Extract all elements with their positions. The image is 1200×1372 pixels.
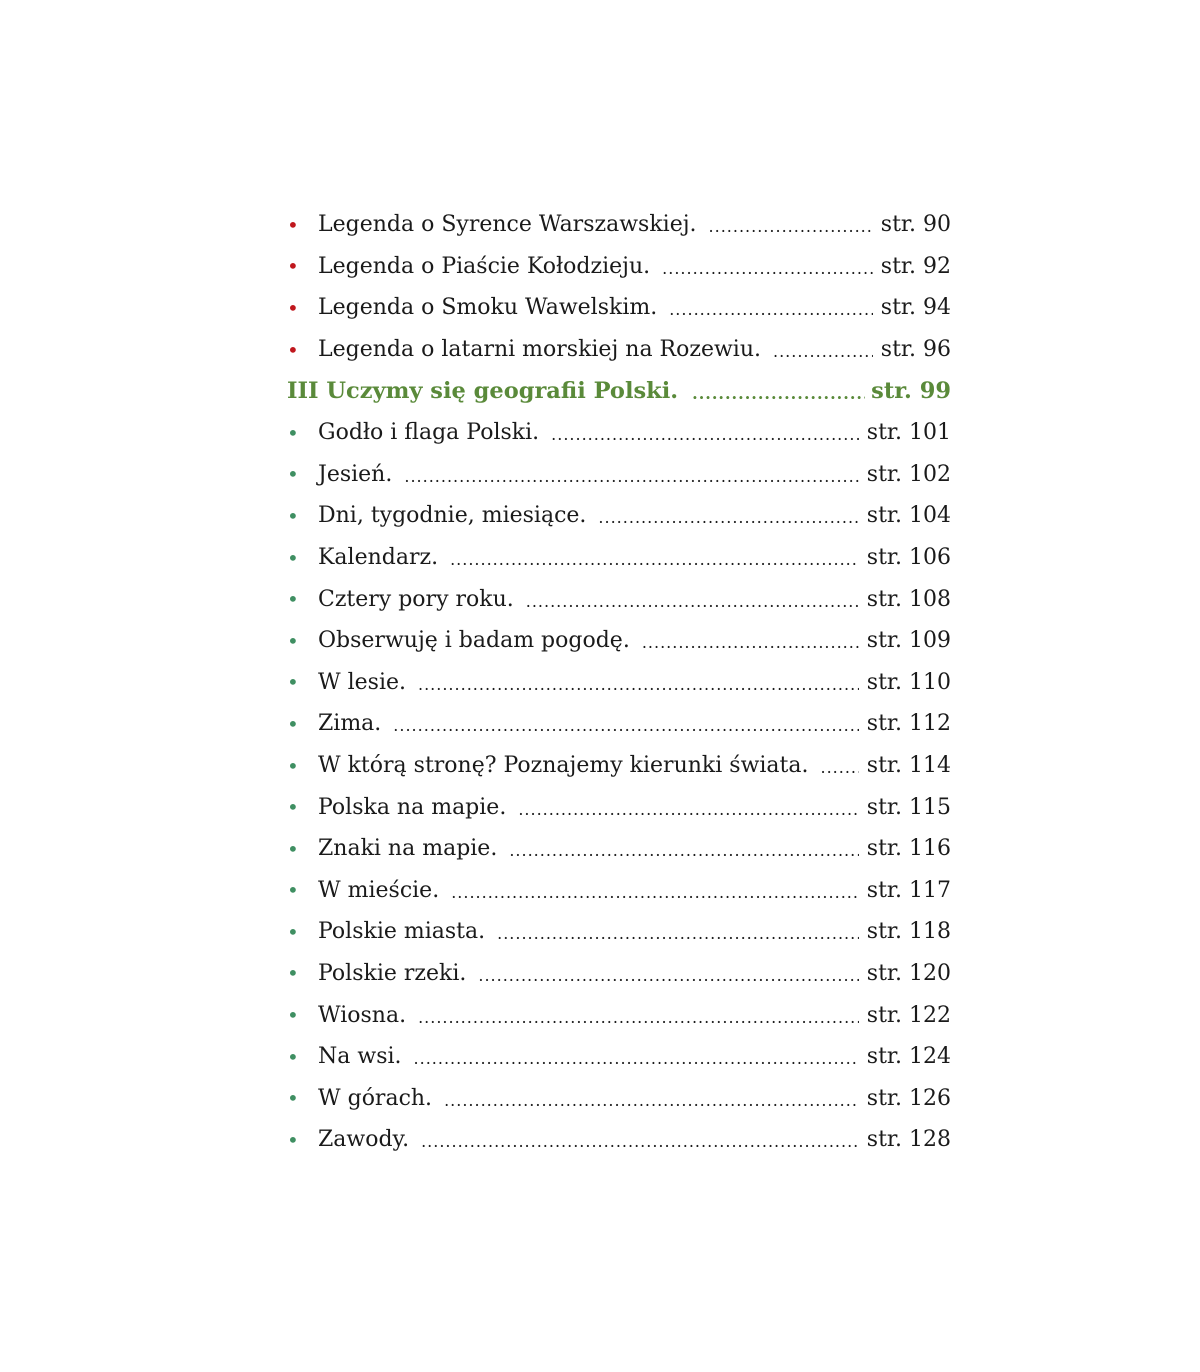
dot-leader xyxy=(497,924,859,943)
toc-entry xyxy=(287,870,951,912)
entry-title: Dni, tygodnie, miesiące. xyxy=(318,503,587,529)
bullet-icon: • xyxy=(287,836,299,861)
bullet-icon: • xyxy=(287,670,299,695)
toc-entry xyxy=(287,287,951,329)
section-page: str. 99 xyxy=(871,378,951,405)
entry-title: Zima. xyxy=(318,711,382,737)
toc-entry xyxy=(287,703,951,745)
entry-title: W mieście. xyxy=(318,877,440,903)
bullet-icon: • xyxy=(287,1044,299,1069)
entry-title: W górach. xyxy=(318,1085,433,1111)
section-title: III Uczymy się geografii Polski. xyxy=(287,378,679,405)
bullet-icon: • xyxy=(287,919,299,944)
entry-page: str. 122 xyxy=(866,1002,951,1028)
entry-page: str. 94 xyxy=(880,295,951,321)
dot-leader xyxy=(821,758,859,777)
entry-title: Znaki na mapie. xyxy=(318,836,498,862)
entry-page: str. 109 xyxy=(866,628,951,654)
bullet-icon: • xyxy=(287,295,299,320)
dot-leader xyxy=(418,1008,859,1027)
dot-leader xyxy=(509,841,858,860)
toc-entry xyxy=(287,911,951,953)
toc-entry xyxy=(287,246,951,288)
entry-page: str. 126 xyxy=(866,1085,951,1111)
dot-leader xyxy=(551,425,859,444)
entry-title: Legenda o Smoku Wawelskim. xyxy=(318,295,658,321)
dot-leader xyxy=(478,966,858,985)
bullet-icon: • xyxy=(287,628,299,653)
entry-title: Legenda o Syrence Warszawskiej. xyxy=(318,212,697,238)
dot-leader xyxy=(444,1091,859,1110)
dot-leader xyxy=(662,259,873,278)
dot-leader xyxy=(450,550,859,569)
bullet-icon: • xyxy=(287,254,299,279)
toc-entry xyxy=(287,662,951,704)
entry-title: Wiosna. xyxy=(318,1002,407,1028)
entry-title: Polska na mapie. xyxy=(318,794,507,820)
entry-page: str. 92 xyxy=(880,253,951,279)
dot-leader xyxy=(526,592,859,611)
dot-leader xyxy=(692,384,865,403)
entry-page: str. 112 xyxy=(866,711,951,737)
bullet-icon: • xyxy=(287,545,299,570)
entry-title: Legenda o Piaście Kołodzieju. xyxy=(318,253,651,279)
entry-title: Obserwuję i badam pogodę. xyxy=(318,628,630,654)
toc-entry xyxy=(287,495,951,537)
entry-title: Polskie miasta. xyxy=(318,919,486,945)
bullet-icon: • xyxy=(287,503,299,528)
entry-title: Kalendarz. xyxy=(318,545,439,571)
entry-page: str. 110 xyxy=(866,669,951,695)
dot-leader xyxy=(518,800,858,819)
toc-entry xyxy=(287,994,951,1036)
toc-entry xyxy=(287,412,951,454)
entry-page: str. 96 xyxy=(880,337,951,363)
entry-page: str. 118 xyxy=(866,919,951,945)
toc-entry xyxy=(287,786,951,828)
bullet-icon: • xyxy=(287,961,299,986)
entry-page: str. 114 xyxy=(866,753,951,779)
toc-entry xyxy=(287,578,951,620)
toc-entry xyxy=(287,745,951,787)
toc-entry xyxy=(287,329,951,371)
toc-entry xyxy=(287,620,951,662)
bullet-icon: • xyxy=(287,420,299,445)
entry-page: str. 106 xyxy=(866,545,951,571)
toc-entry xyxy=(287,537,951,579)
entry-page: str. 116 xyxy=(866,836,951,862)
table-of-contents xyxy=(287,204,951,1161)
toc-entry xyxy=(287,204,951,246)
section-heading xyxy=(287,370,951,412)
dot-leader xyxy=(709,217,873,236)
dot-leader xyxy=(418,675,859,694)
dot-leader xyxy=(404,467,858,486)
toc-entry xyxy=(287,1077,951,1119)
entry-title: W którą stronę? Poznajemy kierunki świata. xyxy=(318,753,809,779)
bullet-icon: • xyxy=(287,1086,299,1111)
entry-title: Polskie rzeki. xyxy=(318,960,467,986)
bullet-icon: • xyxy=(287,462,299,487)
toc-entry xyxy=(287,1119,951,1161)
dot-leader xyxy=(414,1049,859,1068)
bullet-icon: • xyxy=(287,878,299,903)
bullet-icon: • xyxy=(287,587,299,612)
bullet-icon: • xyxy=(287,753,299,778)
entry-title: Cztery pory roku. xyxy=(318,586,514,612)
entry-page: str. 117 xyxy=(866,877,951,903)
entry-page: str. 102 xyxy=(866,461,951,487)
entry-title: Na wsi. xyxy=(318,1044,402,1070)
entry-title: W lesie. xyxy=(318,669,406,695)
bullet-icon: • xyxy=(287,795,299,820)
bullet-icon: • xyxy=(287,1003,299,1028)
dot-leader xyxy=(669,300,873,319)
toc-entry xyxy=(287,1036,951,1078)
toc-entry xyxy=(287,953,951,995)
bullet-icon: • xyxy=(287,1127,299,1152)
dot-leader xyxy=(421,1132,859,1151)
entry-title: Godło i flaga Polski. xyxy=(318,420,540,446)
entry-page: str. 104 xyxy=(866,503,951,529)
entry-page: str. 108 xyxy=(866,586,951,612)
dot-leader xyxy=(773,342,873,361)
dot-leader xyxy=(598,508,858,527)
entry-title: Zawody. xyxy=(318,1127,410,1153)
entry-title: Legenda o latarni morskiej na Rozewiu. xyxy=(318,337,761,363)
bullet-icon: • xyxy=(287,711,299,736)
dot-leader xyxy=(393,716,858,735)
dot-leader xyxy=(642,633,859,652)
dot-leader xyxy=(451,883,859,902)
entry-page: str. 120 xyxy=(866,960,951,986)
entry-page: str. 90 xyxy=(880,212,951,238)
entry-page: str. 128 xyxy=(866,1127,951,1153)
entry-page: str. 101 xyxy=(866,420,951,446)
entry-title: Jesień. xyxy=(318,461,393,487)
entry-page: str. 115 xyxy=(866,794,951,820)
entry-page: str. 124 xyxy=(866,1044,951,1070)
toc-entry xyxy=(287,454,951,496)
bullet-icon: • xyxy=(287,212,299,237)
toc-entry xyxy=(287,828,951,870)
bullet-icon: • xyxy=(287,337,299,362)
